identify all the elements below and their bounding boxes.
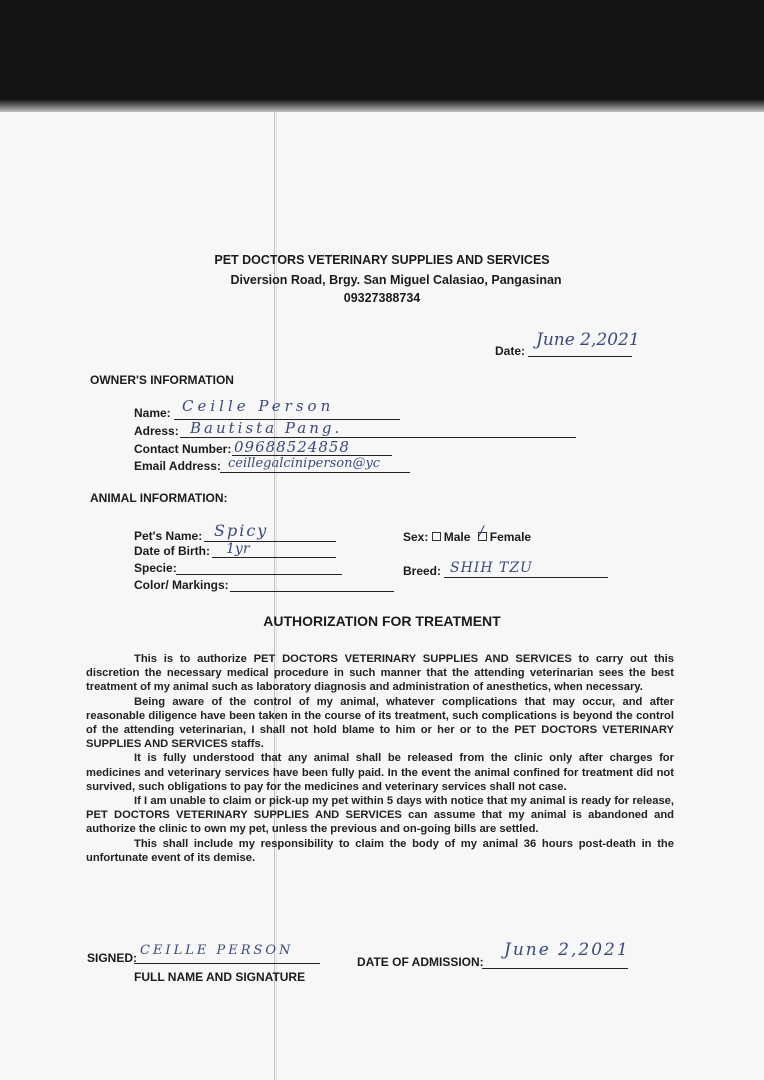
contact-label: Contact Number: bbox=[134, 442, 232, 456]
owner-name-value: Ceille Person bbox=[182, 397, 335, 415]
animal-heading: ANIMAL INFORMATION: bbox=[90, 491, 228, 505]
color-label: Color/ Markings: bbox=[134, 578, 229, 592]
email-value: ceillegalciniperson@yc bbox=[228, 456, 381, 471]
admission-label: DATE OF ADMISSION: bbox=[357, 955, 484, 969]
pet-name-line bbox=[204, 541, 336, 542]
dob-line bbox=[212, 557, 336, 558]
paragraph: If I am unable to claim or pick-up my pet within 5 days with notice that my animal is ready for release, PET DOCTORS VETERINARY SUPPLIES AND SERVICES can assume that my animal is abandoned and authorize the clinic to own my pet, unless the previous and on-going bills are settled. bbox=[86, 795, 674, 836]
authorization-title: AUTHORIZATION FOR TREATMENT bbox=[263, 613, 501, 629]
full-name-label: FULL NAME AND SIGNATURE bbox=[134, 970, 306, 984]
email-line bbox=[220, 472, 410, 473]
admission-line bbox=[482, 968, 628, 969]
email-label: Email Address: bbox=[134, 459, 221, 473]
date-line bbox=[528, 356, 632, 357]
breed-line bbox=[444, 577, 608, 578]
dob-label: Date of Birth: bbox=[134, 544, 210, 558]
pet-name-value: Spicy bbox=[214, 521, 269, 540]
color-line bbox=[230, 591, 394, 592]
date-value: June 2,2021 bbox=[536, 330, 640, 350]
dob-value: 1yr bbox=[226, 541, 250, 557]
clinic-address: Diversion Road, Brgy. San Miguel Calasiao, Pangasinan bbox=[230, 273, 562, 287]
pet-name-label: Pet's Name: bbox=[134, 529, 203, 543]
signed-value: CEILLE PERSON bbox=[140, 943, 294, 958]
admission-value: June 2,2021 bbox=[504, 940, 630, 960]
owner-name-label: Name: bbox=[134, 406, 171, 420]
authorization-body bbox=[86, 652, 674, 865]
paragraph: Being aware of the control of my animal, whatever complications that may occur, and after reasonable diligence have been taken in the course of its treatment, such complications is beyond the control of the attending veterinarian, I shall not hold blame to him or her or to the PET DOCTORS VETERINARY SUPPLIES AND SERVICES staffs. bbox=[86, 695, 674, 751]
contact-value: 09688524858 bbox=[234, 438, 350, 456]
owner-heading: OWNER'S INFORMATION bbox=[90, 373, 234, 387]
female-option: Female bbox=[489, 530, 532, 544]
owner-address-value: Bautista Pang. bbox=[190, 419, 343, 437]
clinic-name: PET DOCTORS VETERINARY SUPPLIES AND SERVICES bbox=[214, 253, 550, 267]
breed-label: Breed: bbox=[403, 564, 442, 578]
specie-label: Specie: bbox=[134, 561, 177, 575]
male-option: Male bbox=[443, 530, 471, 544]
paragraph: This is to authorize PET DOCTORS VETERINARY SUPPLIES AND SERVICES to carry out this discretion the necessary medical procedure in such manner that the attending veterinarian sees the best treatment of my animal such as laboratory diagnosis and administration of anesthetics, when necessary. bbox=[86, 653, 674, 694]
signed-label: SIGNED: bbox=[87, 951, 138, 965]
owner-address-label: Adress: bbox=[134, 424, 179, 438]
sex-field bbox=[403, 530, 531, 544]
paragraph: It is fully understood that any animal shall be released from the clinic only after charges for medicines and veterinary services have been fully paid. In the event the animal confined for treatment did not survived, such obligations to pay for the medicines and veterinary services shall not case. bbox=[86, 752, 674, 793]
male-checkbox[interactable] bbox=[432, 532, 441, 541]
signed-line bbox=[134, 963, 320, 964]
scan-dark-border bbox=[0, 0, 764, 112]
specie-line bbox=[176, 574, 342, 575]
clinic-phone: 09327388734 bbox=[343, 291, 421, 305]
breed-value: SHIH TZU bbox=[450, 560, 533, 576]
date-label: Date: bbox=[495, 344, 526, 358]
sex-label: Sex: bbox=[403, 530, 429, 544]
female-check-mark: / bbox=[479, 524, 484, 540]
paragraph: This shall include my responsibility to claim the body of my animal 36 hours post-death in the unfortunate event of its demise. bbox=[86, 837, 674, 864]
